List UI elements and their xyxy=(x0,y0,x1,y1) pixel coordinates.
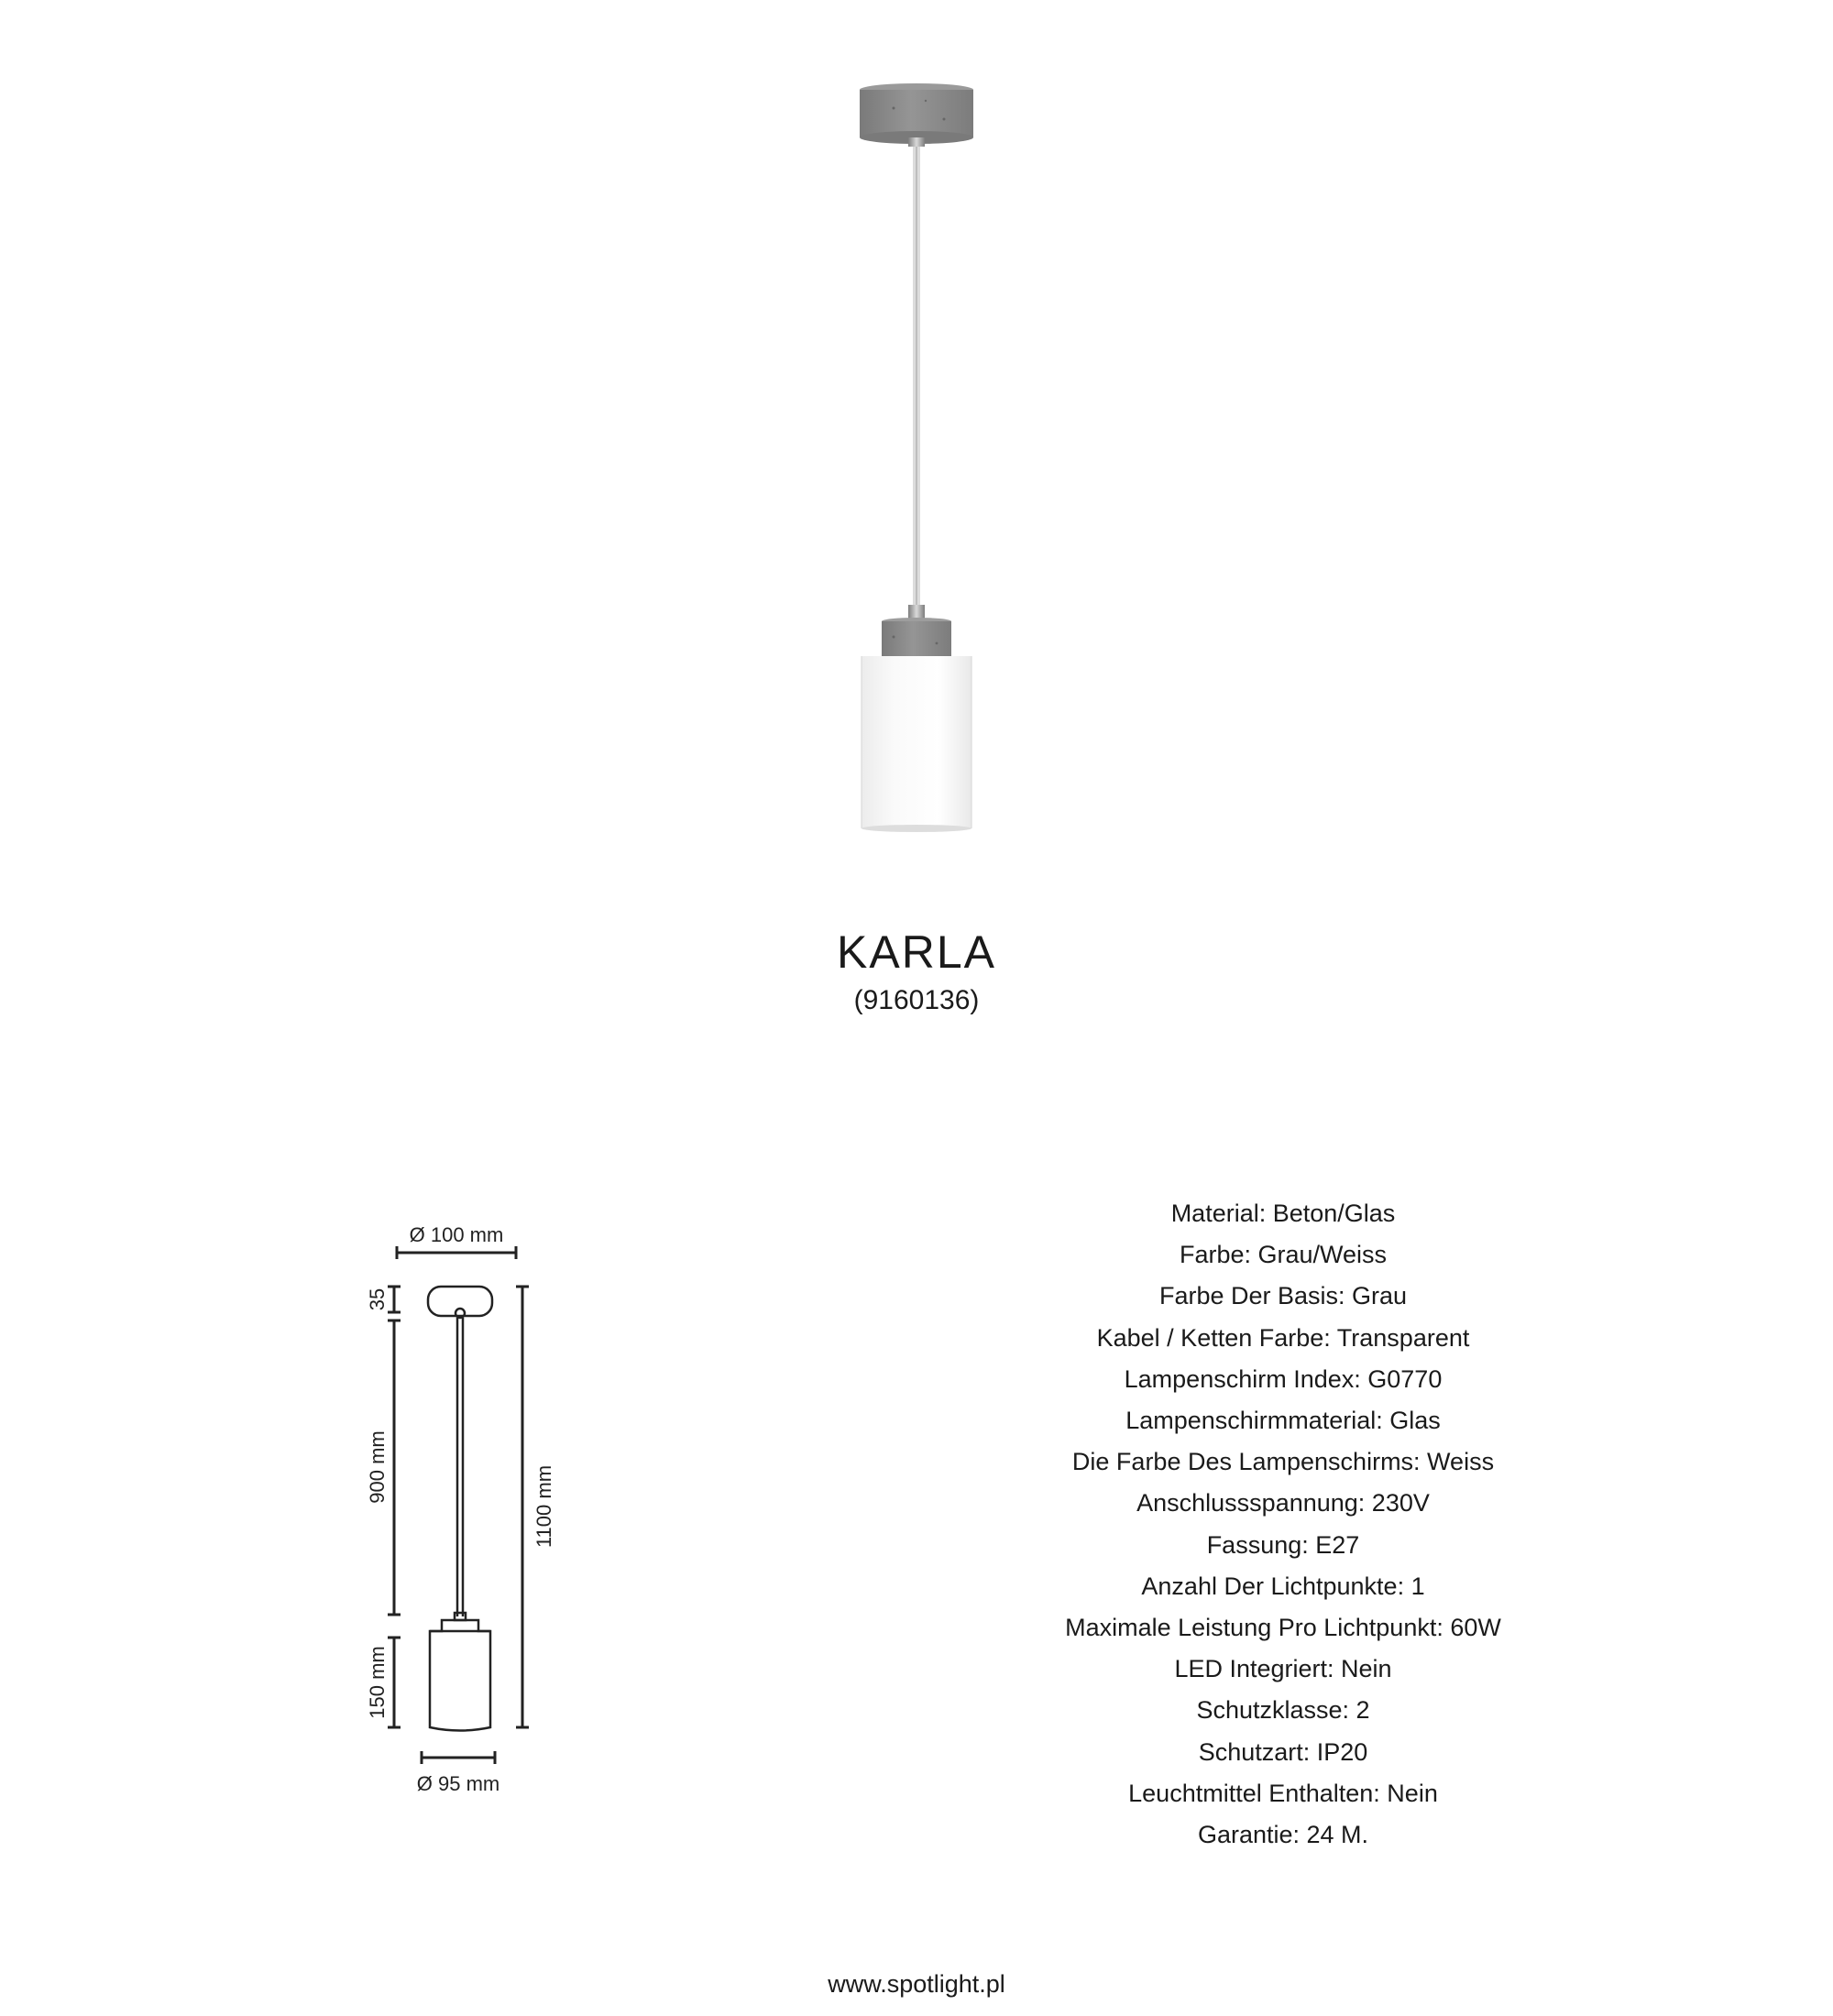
spec-item: Die Farbe Des Lampenschirms: Weiss xyxy=(1071,1448,1495,1476)
spec-item: Maximale Leistung Pro Lichtpunkt: 60W xyxy=(1065,1614,1501,1642)
label-top-diameter: Ø 100 mm xyxy=(409,1223,504,1246)
spec-item: Farbe Der Basis: Grau xyxy=(1158,1282,1408,1310)
dimension-line-cable xyxy=(388,1320,401,1615)
website-link[interactable]: www.spotlight.pl xyxy=(828,1970,1005,1998)
label-shade-diameter: Ø 95 mm xyxy=(416,1772,500,1795)
spec-item: Farbe: Grau/Weiss xyxy=(1179,1241,1388,1269)
spec-item: Leuchtmittel Enthalten: Nein xyxy=(1128,1779,1438,1807)
product-title: KARLA xyxy=(837,926,996,978)
spec-list xyxy=(1008,1193,1558,1856)
spec-item: Schutzart: IP20 xyxy=(1198,1737,1368,1766)
label-shade-height: 150 mm xyxy=(365,1646,389,1719)
product-code: (9160136) xyxy=(853,985,980,1015)
label-total-height: 1100 mm xyxy=(532,1464,555,1549)
dimension-line-canopy xyxy=(388,1287,401,1312)
spec-item: Material: Beton/Glas xyxy=(1170,1200,1396,1227)
dimension-line-total xyxy=(516,1287,529,1727)
cable xyxy=(908,137,925,619)
glass-shade xyxy=(862,656,971,832)
dimension-line-shade xyxy=(388,1638,401,1727)
spec-item: Anzahl Der Lichtpunkte: 1 xyxy=(1141,1572,1425,1600)
spec-item: Lampenschirm Index: G0770 xyxy=(1124,1364,1443,1393)
dimension-drawing xyxy=(348,1210,587,1824)
label-canopy-height: 35 xyxy=(365,1287,389,1311)
lamp-outline xyxy=(428,1287,492,1731)
ceiling-canopy xyxy=(860,83,973,144)
lamp-socket xyxy=(882,618,951,656)
spec-item: Fassung: E27 xyxy=(1206,1530,1360,1559)
spec-item: Garantie: 24 M. xyxy=(1197,1821,1369,1849)
dimension-line-bottom-diameter xyxy=(422,1751,495,1764)
spec-item: Kabel / Ketten Farbe: Transparent xyxy=(1096,1323,1470,1352)
spec-item: Anschlussspannung: 230V xyxy=(1136,1489,1430,1517)
spec-item: Schutzklasse: 2 xyxy=(1196,1696,1370,1725)
spec-item: Lampenschirmmaterial: Glas xyxy=(1125,1407,1441,1435)
dimension-line-top-diameter xyxy=(397,1246,516,1259)
product-photo xyxy=(0,0,1833,880)
spec-item: LED Integriert: Nein xyxy=(1174,1655,1392,1683)
label-cable-length: 900 mm xyxy=(365,1430,389,1504)
